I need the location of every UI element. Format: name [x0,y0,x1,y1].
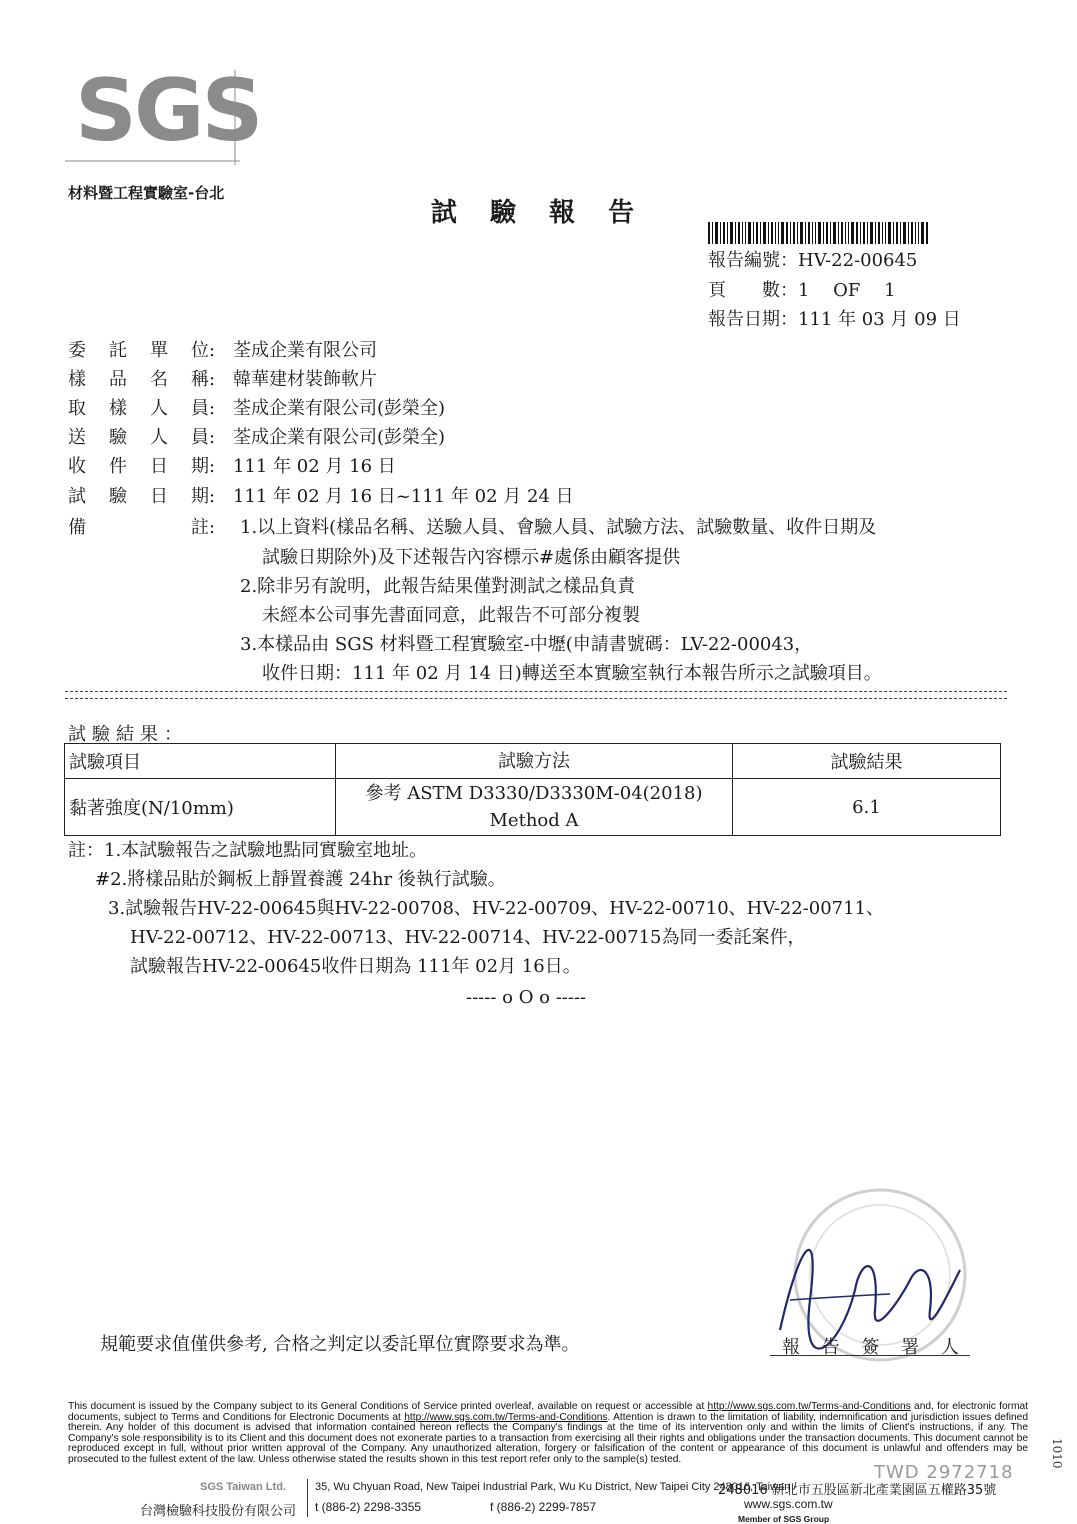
cell-test-item: 黏著強度(N/10mm) [65,779,336,836]
method-line-2: Method A [489,810,579,831]
cell-test-result: 6.1 [733,779,1001,836]
pages-label: 頁 數： [708,280,798,301]
field-label-char: 品 [109,369,127,390]
field-label-char: 位: [191,340,216,361]
report-number-label: 報告編號： [708,250,798,271]
side-code: 1010 [1050,1438,1064,1469]
remark-line: 1.以上資料(樣品名稱、送驗人員、會驗人員、試驗方法、試驗數量、收件日期及 [240,517,877,538]
note-line: HV-22-00712、HV-22-00713、HV-22-00714、HV-22-00715為同一委託案件， [130,927,806,948]
field-label-char: 員: [191,398,216,419]
remarks-label-first: 備 [68,517,86,538]
field-value: 荃成企業有限公司(彭榮全) [233,398,446,419]
field-label [68,429,233,447]
remark-line: 3.本樣品由 SGS 材料暨工程實驗室-中壢(申請書號碼：LV-22-00043， [240,634,813,655]
header-test-item: 試驗項目 [65,744,336,779]
field-value: 荃成企業有限公司 [233,340,377,361]
field-label [68,371,233,389]
field-label-char: 稱: [191,369,216,390]
method-line-1: 參考 ASTM D3330/D3330M-04(2018) [365,783,703,804]
telephone: t (886-2) 2298-3355 [315,1500,422,1514]
field-value: 韓華建材裝飾軟片 [233,369,377,390]
address-en: 35, Wu Chyuan Road, New Taipei Industrial Park, Wu Ku District, New Taipei City 248016, Taiwan / [315,1481,797,1493]
field-label-char: 人 [150,427,168,448]
results-table [64,743,1001,836]
field-label [68,400,233,418]
field-label-char: 員: [191,427,216,448]
report-date-line [708,311,961,329]
remark-line: 未經本公司事先書面同意，此報告不可部分複製 [262,605,640,626]
pages-line [708,282,896,300]
report-number: HV-22-00645 [798,250,918,271]
requirement-statement: 規範要求值僅供參考, 合格之判定以委託單位實際要求為準。 [100,1334,580,1355]
field-label-char: 日 [150,456,168,477]
header-test-result: 試驗結果 [733,744,1001,779]
cell-test-method [336,779,733,836]
field-label-char: 驗 [109,427,127,448]
field-label-char: 日 [150,486,168,507]
disclaimer-text: and, for electronic format documents, subject to Terms and Conditions for Electronic Documents at [68,1401,1028,1423]
lab-name: 材料暨工程實驗室-台北 [68,184,225,202]
field-label [68,342,233,360]
field-label-char: 人 [150,398,168,419]
barcode-image [708,222,928,244]
field-value: 111 年 02 月 16 日~111 年 02 月 24 日 [233,486,574,507]
remark-line: 2.除非另有說明，此報告結果僅對測試之樣品負責 [240,576,636,597]
disclaimer-text: . Attention is drawn to the limitation of liability, indemnification and jurisdiction issues defined therein. Any holder of this document is advised that information contained hereon reflects the Company's findings at the time of its intervention only and within the limits of Client's instructions, if any. The Company's sole responsibility is to its Client and this document does not exonerate parties to a transaction from exercising all their rights and obligations under the transaction documents. This document cannot be reproduced except in full, without prior written approval of the Company. Any unauthorized alteration, forgery or falsification of the content or appearance of this document is unlawful and offenders may be prosecuted to the fullest extent of the law. Unless otherwise stated the results shown in this test report refer only to the sample(s) tested. [68,1411,1029,1465]
report-number-line [708,252,917,270]
pages-value: 1 OF 1 [798,280,896,301]
terms-link[interactable]: http://www.sgs.com.tw/Terms-and-Conditions [707,1401,911,1412]
electronic-terms-link[interactable]: http://www.sgs.com.tw/Terms-and-Conditions [404,1411,608,1423]
table-header-row [65,744,1001,779]
field-row [68,488,574,506]
field-label-char: 託 [109,340,127,361]
field-label-char: 單 [150,340,168,361]
note-line: #2.將樣品貼於鋼板上靜置養護 24hr 後執行試驗。 [95,869,506,890]
field-label-char: 試 [68,486,86,507]
field-label-char: 樣 [109,398,127,419]
field-label [68,458,233,476]
serial-number: TWD 2972718 [874,1462,1014,1483]
field-label-char: 委 [68,340,86,361]
disclaimer-text: This document is issued by the Company subject to its General Conditions of Service printed overleaf, available on request or accessible at [68,1401,708,1412]
field-row [68,400,445,418]
results-label: 試驗結果： [68,724,188,745]
field-label [68,488,233,506]
member-of-sgs-group: Member of SGS Group [738,1514,830,1524]
field-value: 荃成企業有限公司(彭榮全) [233,427,446,448]
signature-line [770,1355,970,1356]
company-name-cn: 台灣檢驗科技股份有限公司 [140,1504,297,1519]
note-line: 試驗報告HV-22-00645收件日期為 111年 02月 16日。 [130,956,581,977]
field-row [68,371,377,389]
field-row [68,458,396,476]
field-label-char: 期: [191,456,216,477]
fax: f (886-2) 2299-7857 [490,1500,597,1514]
header-test-method: 試驗方法 [336,744,733,779]
address-cn: 248016 新北市五股區新北產業園區五權路35號 [718,1483,997,1498]
note-line: 3.試驗報告HV-22-00645與HV-22-00708、HV-22-00709、HV-22-00710、HV-22-00711、 [108,898,885,919]
company-name-en: SGS Taiwan Ltd. [200,1481,286,1493]
field-label-char: 樣 [68,369,86,390]
report-date: 111 年 03 月 09 日 [798,309,961,330]
field-label-char: 收 [68,456,86,477]
field-label-char: 件 [109,456,127,477]
field-value: 111 年 02 月 16 日 [233,456,396,477]
field-label-char: 送 [68,427,86,448]
note-line: 註：1.本試驗報告之試驗地點同實驗室地址。 [68,840,428,861]
report-date-label: 報告日期： [708,309,798,330]
table-row [65,779,1001,836]
legal-disclaimer [68,1402,1028,1466]
remark-line: 收件日期：111 年 02 月 14 日)轉送至本實驗室執行本報告所示之試驗項目。 [262,663,882,684]
footer-divider [307,1479,308,1517]
section-separator [65,691,1007,699]
signatory-label: 報 告 簽 署 人 [782,1337,967,1358]
end-marker: ----- o O o ----- [466,987,587,1008]
field-row [68,342,377,360]
document-title: 試 驗 報 告 [430,198,647,228]
field-label-char: 取 [68,398,86,419]
field-row [68,429,445,447]
remark-line: 試驗日期除外)及下述報告內容標示#處係由顧客提供 [262,547,681,568]
website-link[interactable]: www.sgs.com.tw [744,1497,833,1511]
sgs-logo-text: SGS [75,61,261,161]
field-label-char: 驗 [109,486,127,507]
remarks-label-last: 註: [191,517,216,538]
field-label-char: 名 [150,369,168,390]
field-label-char: 期: [191,486,216,507]
